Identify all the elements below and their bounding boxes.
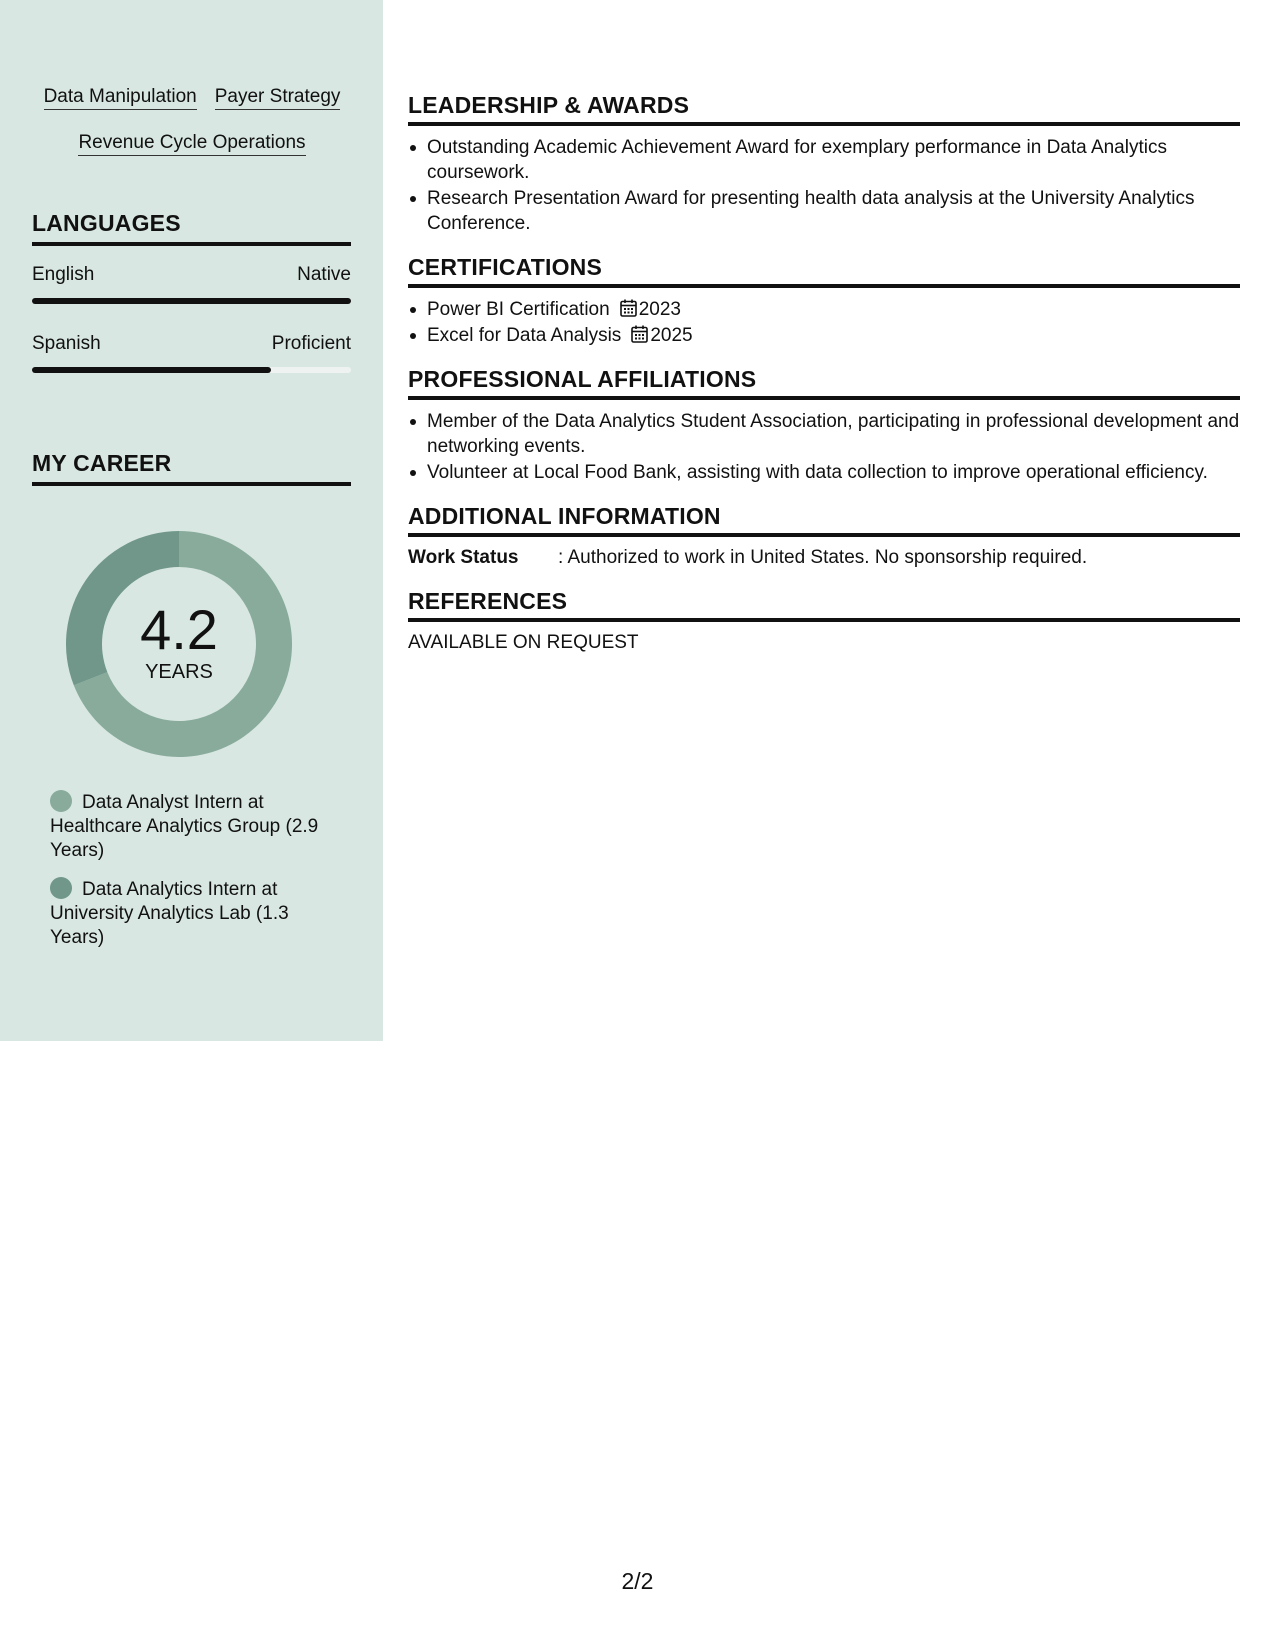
section-heading: LEADERSHIP & AWARDS xyxy=(408,92,1240,126)
language-name: Spanish xyxy=(32,333,101,354)
career-item-text: Data Analyst Intern at Healthcare Analytics Group (2.9 Years) xyxy=(50,792,319,861)
work-status-label: Work Status xyxy=(408,547,519,568)
calendar-icon xyxy=(631,325,648,343)
career-heading: MY CAREER xyxy=(32,450,351,486)
language-spanish xyxy=(32,333,351,373)
list-item xyxy=(408,297,1240,322)
legend-dot-icon xyxy=(50,877,72,899)
language-level: Proficient xyxy=(271,333,351,354)
career-legend xyxy=(50,790,330,964)
leadership-section xyxy=(408,92,1240,236)
certification-year: 2023 xyxy=(638,299,681,320)
language-proficiency-bar xyxy=(32,298,351,304)
certifications-section xyxy=(408,254,1240,348)
legend-dot-icon xyxy=(50,790,72,812)
career-donut-label xyxy=(63,528,295,760)
sidebar xyxy=(0,0,383,1041)
section-heading: PROFESSIONAL AFFILIATIONS xyxy=(408,366,1240,400)
career-total-years: 4.2 xyxy=(140,597,218,661)
skill-tag: Payer Strategy xyxy=(215,86,341,110)
skills-tags xyxy=(32,86,352,178)
page-number: 2/2 xyxy=(621,1568,654,1594)
language-proficiency-fill xyxy=(32,367,271,373)
section-heading: CERTIFICATIONS xyxy=(408,254,1240,288)
language-name: English xyxy=(32,264,95,285)
certification-name: Power BI Certification xyxy=(427,299,610,320)
certification-name: Excel for Data Analysis xyxy=(427,325,622,346)
language-proficiency-fill xyxy=(32,298,351,304)
list-item: Research Presentation Award for presenting health data analysis at the University Analytics Conference. xyxy=(408,186,1240,236)
languages-heading: LANGUAGES xyxy=(32,210,351,246)
section-heading: ADDITIONAL INFORMATION xyxy=(408,503,1240,537)
work-status-row xyxy=(408,546,1240,570)
career-legend-item xyxy=(50,790,330,863)
skill-tag: Revenue Cycle Operations xyxy=(78,132,305,156)
career-years-unit: YEARS xyxy=(145,660,213,683)
references-section xyxy=(408,588,1240,655)
section-heading: REFERENCES xyxy=(408,588,1240,622)
main-content xyxy=(408,92,1240,673)
affiliations-section xyxy=(408,366,1240,485)
skill-tag: Data Manipulation xyxy=(44,86,197,110)
language-level: Native xyxy=(297,264,351,285)
additional-info-section xyxy=(408,503,1240,570)
language-english xyxy=(32,264,351,304)
list-item: Volunteer at Local Food Bank, assisting with data collection to improve operational efficiency. xyxy=(408,460,1240,485)
list-item xyxy=(408,323,1240,348)
career-item-text: Data Analytics Intern at University Analytics Lab (1.3 Years) xyxy=(50,879,289,948)
calendar-icon xyxy=(620,299,637,317)
language-proficiency-bar xyxy=(32,367,351,373)
career-legend-item xyxy=(50,877,330,950)
list-item: Member of the Data Analytics Student Association, participating in professional development and networking events. xyxy=(408,409,1240,459)
certification-year: 2025 xyxy=(650,325,693,346)
work-status-value: : Authorized to work in United States. No sponsorship required. xyxy=(558,547,1088,568)
list-item: Outstanding Academic Achievement Award for exemplary performance in Data Analytics coursework. xyxy=(408,135,1240,185)
references-text: AVAILABLE ON REQUEST xyxy=(408,632,639,653)
